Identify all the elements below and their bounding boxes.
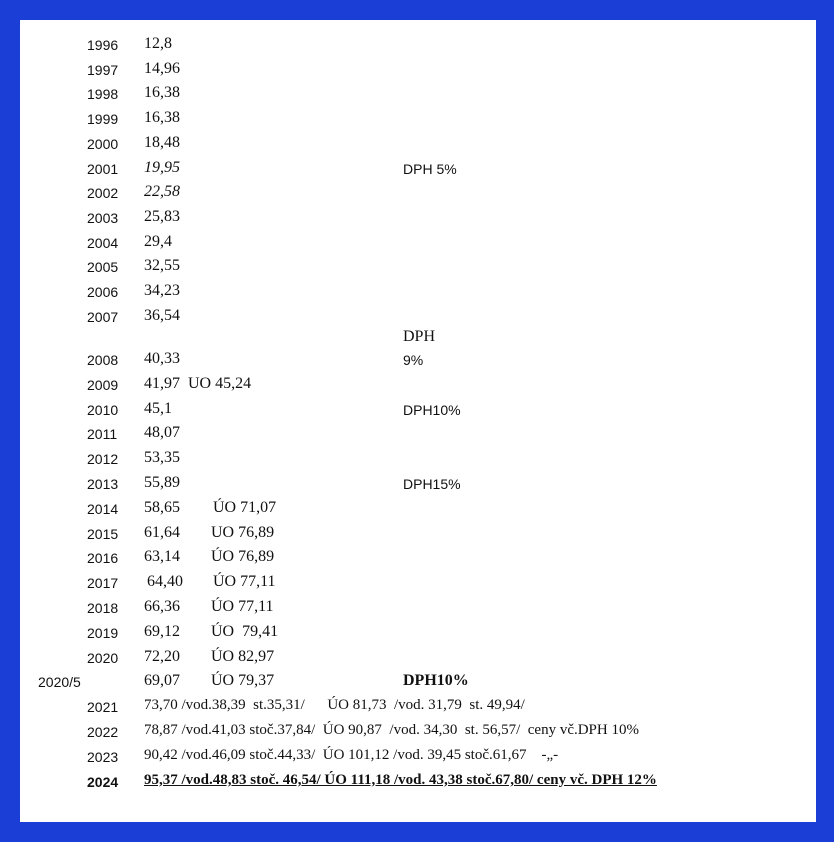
row-2020 (20, 645, 816, 669)
year-cell: 1999 (87, 111, 119, 128)
row-2015 (20, 521, 816, 545)
year-cell: 2005 (87, 259, 119, 276)
year-cell: 2018 (87, 600, 119, 616)
row-1998 (20, 81, 816, 105)
year-cell: 2010 (87, 401, 119, 418)
row-2024 (20, 769, 816, 793)
year-cell: 2003 (87, 209, 119, 226)
value-cell: 72,20 (144, 647, 180, 665)
value-cell: 36,54 (144, 306, 180, 324)
year-cell: 2022 (87, 724, 119, 740)
uo-value: ÚO 79,41 (211, 622, 279, 640)
year-cell: 2016 (87, 550, 119, 567)
row-2008 (20, 347, 816, 371)
value-cell: 61,64 (144, 523, 180, 541)
year-cell: 2020/5 (38, 674, 81, 691)
value-cell: 58,65 (144, 498, 180, 516)
year-cell: 2014 (87, 500, 119, 517)
year-cell: 2020 (87, 649, 119, 666)
value-cell: 18,48 (144, 133, 180, 151)
year-cell: 2015 (87, 525, 119, 542)
price-table-sheet (20, 20, 816, 822)
year-cell: 2008 (87, 352, 119, 368)
value-cell: 55,89 (144, 474, 180, 491)
row-2018 (20, 595, 816, 619)
row-2006 (20, 279, 816, 303)
row-2013 (20, 471, 816, 495)
value-cell: 48,07 (144, 424, 180, 442)
year-cell: 2021 (87, 699, 119, 716)
value-cell: 16,38 (144, 109, 180, 127)
row-2023 (20, 744, 816, 768)
value-cell: 45,1 (144, 399, 172, 417)
uo-value: ÚO 82,97 (211, 647, 275, 665)
year-cell: 2001 (87, 160, 119, 177)
uo-value: UO 76,89 (211, 523, 275, 541)
value-cell: 12,8 (144, 35, 172, 52)
vat-note: DPH10% (403, 401, 461, 418)
row-2002 (20, 180, 816, 204)
value-cell: 64,40 (147, 573, 183, 591)
value-cell: 73,70 /vod.38,39 st.35,31/ ÚO 81,73 /vod. 31,79 st. 49,94/ (144, 697, 525, 714)
value-cell: 22,58 (144, 183, 180, 201)
year-cell: 2012 (87, 451, 119, 468)
row-2014 (20, 496, 816, 520)
year-cell: 2024 (87, 773, 119, 790)
vat-note: DPH10% (403, 672, 469, 690)
year-cell: 1996 (87, 37, 119, 53)
uo-value: ÚO 77,11 (213, 573, 276, 591)
row-1997 (20, 57, 816, 81)
value-cell: 69,07 (144, 672, 180, 690)
row-2003 (20, 205, 816, 229)
row-2019 (20, 620, 816, 644)
value-cell: 63,14 (144, 548, 180, 566)
year-cell: 2007 (87, 308, 119, 325)
year-cell: 2009 (87, 376, 119, 393)
year-cell: 2006 (87, 284, 119, 300)
row-2004 (20, 230, 816, 254)
row-2005 (20, 254, 816, 278)
uo-value: ÚO 71,07 (213, 498, 277, 516)
value-cell: 19,95 (144, 158, 180, 176)
value-cell: 16,38 (144, 84, 180, 102)
row-2020-5 (20, 669, 816, 693)
row-2000 (20, 131, 816, 155)
uo-value: ÚO 76,89 (211, 548, 275, 566)
row-2010 (20, 397, 816, 421)
year-cell: 2019 (87, 624, 119, 641)
year-cell: 1997 (87, 61, 119, 78)
value-cell: 41,97 UO 45,24 (144, 374, 252, 392)
row-2011 (20, 421, 816, 445)
uo-value: ÚO 77,11 (211, 598, 274, 615)
row-2012 (20, 446, 816, 470)
value-cell: 66,36 (144, 598, 180, 615)
value-cell: 25,83 (144, 207, 180, 225)
year-cell: 2000 (87, 135, 119, 152)
year-cell: 1998 (87, 86, 119, 103)
vat-note: DPH (403, 328, 436, 345)
value-cell: 90,42 /vod.46,09 stoč.44,33/ ÚO 101,12 /vod. 39,45 stoč.61,67 -„- (144, 746, 559, 763)
value-cell: 32,55 (144, 257, 180, 275)
vat-note: DPH 5% (403, 160, 457, 177)
row-1996 (20, 32, 816, 56)
row-vat-label (20, 325, 816, 349)
row-2001 (20, 156, 816, 180)
year-cell: 2023 (87, 748, 119, 765)
row-1999 (20, 106, 816, 130)
value-cell: 53,35 (144, 449, 180, 467)
value-cell: 95,37 /vod.48,83 stoč. 46,54/ ÚO 111,18 /vod. 43,38 stoč.67,80/ ceny vč. DPH 12% (144, 771, 657, 788)
row-2016 (20, 545, 816, 569)
year-cell: 2013 (87, 476, 119, 492)
value-cell: 40,33 (144, 350, 180, 367)
value-cell: 14,96 (144, 59, 180, 77)
value-cell: 78,87 /vod.41,03 stoč.37,84/ ÚO 90,87 /vod. 34,30 st. 56,57/ ceny vč.DPH 10% (144, 722, 639, 738)
row-2021 (20, 694, 816, 718)
year-cell: 2011 (87, 426, 118, 443)
vat-note: DPH15% (403, 476, 461, 492)
year-cell: 2002 (87, 185, 119, 202)
row-2017 (20, 570, 816, 594)
row-2022 (20, 719, 816, 743)
value-cell: 34,23 (144, 282, 180, 299)
year-cell: 2017 (87, 575, 119, 592)
year-cell: 2004 (87, 234, 119, 251)
vat-note: 9% (403, 352, 424, 368)
row-2009 (20, 372, 816, 396)
value-cell: 29,4 (144, 232, 172, 250)
uo-value: ÚO 79,37 (211, 672, 275, 690)
value-cell: 69,12 (144, 622, 180, 640)
